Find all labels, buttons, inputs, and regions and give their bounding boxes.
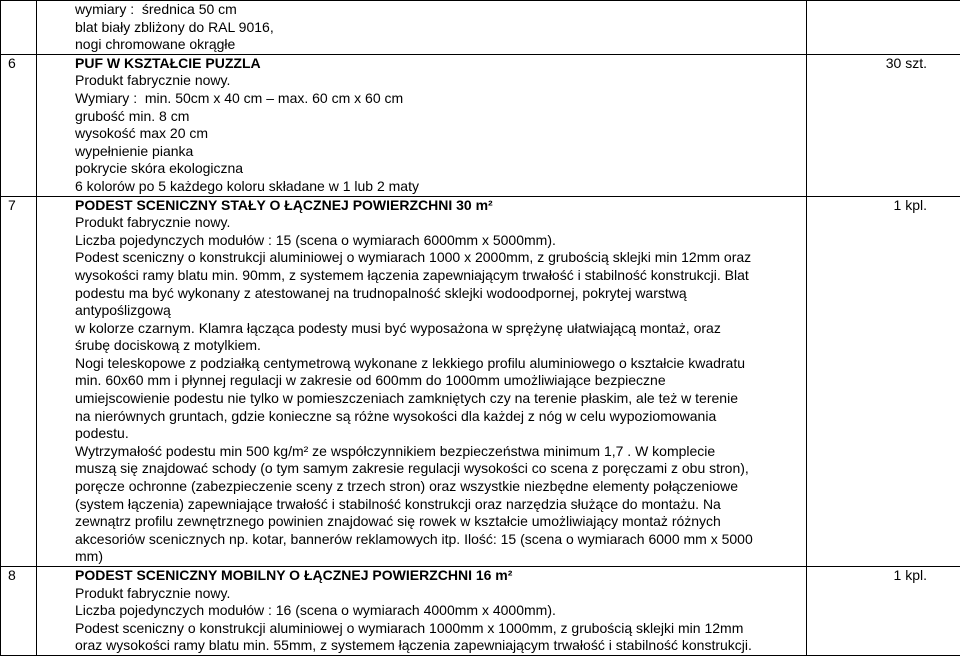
description-line: Podest sceniczny o konstrukcji aluminiowej o wymiarach 1000mm x 1000mm, z grubością sklejki min 12mm [75, 619, 744, 636]
quantity-cell [807, 1, 960, 55]
description-line: Produkt fabrycznie nowy. [75, 72, 231, 89]
description-line: wymiary : średnica 50 cm [75, 1, 237, 17]
quantity-cell [807, 567, 960, 656]
item-number: 8 [8, 567, 16, 583]
quantity-cell [807, 196, 960, 566]
description-line: 6 kolorów po 5 każdego koloru składane w 1 lub 2 maty [75, 177, 419, 194]
description-line: na nierównych gruntach, gdzie konieczne są różne wysokości dla każdej z nóg w celu wypoziomowania [75, 407, 717, 424]
description-line: podestu. [75, 425, 129, 442]
table-row-item-8 [1, 567, 960, 656]
description-cell [37, 1, 807, 55]
description-line: akcesoriów scenicznych np. kotar, bannerów reklamowych itp. Ilość: 15 (scena o wymiarach 6000 mm x 5000 [75, 530, 753, 547]
description-line: grubość min. 8 cm [75, 107, 190, 124]
item-title: PODEST SCENICZNY STAŁY O ŁĄCZNEJ POWIERZCHNI 30 m² [75, 196, 493, 213]
description-line: Wymiary : min. 50cm x 40 cm – max. 60 cm x 60 cm [75, 89, 404, 106]
description-line: zewnątrz profilu zewnętrznego powinien znajdować się rowek w kształcie umożliwiający montaż różnych [75, 513, 721, 530]
description-line: blat biały zbliżony do RAL 9016, [75, 18, 274, 35]
table-row-item-7 [1, 196, 960, 566]
description-line: min. 60x60 mm i płynnej regulacji w zakresie od 600mm do 1000mm umożliwiające bezpieczne [75, 372, 666, 389]
row-number-cell [1, 1, 37, 55]
item-title: PODEST SCENICZNY MOBILNY O ŁĄCZNEJ POWIERZCHNI 16 m² [75, 567, 513, 583]
item-quantity: 30 szt. [885, 54, 927, 71]
description-line: Produkt fabrycznie nowy. [75, 584, 231, 601]
description-line: nogi chromowane okrągłe [75, 36, 236, 53]
description-line: Wytrzymałość podestu min 500 kg/m² ze współczynnikiem bezpieczeństwa minimum 1,7 . W komplecie [75, 442, 716, 459]
description-line: wysokości ramy blatu min. 90mm, z systemem łączenia zapewniającym trwałość i stabilność konstrukcji. Blat [75, 266, 749, 283]
description-line: śrubę dociskową z motylkiem. [75, 337, 261, 354]
row-number-cell [1, 567, 37, 656]
description-line: Podest sceniczny o konstrukcji aluminiowej o wymiarach 1000 x 2000mm, z grubością sklejki min 12mm oraz [75, 249, 752, 266]
item-number: 6 [8, 54, 16, 71]
description-cell [37, 567, 807, 656]
row-number-cell [1, 196, 37, 566]
table-row-continued [1, 1, 960, 55]
description-line: Produkt fabrycznie nowy. [75, 214, 231, 231]
description-cell [37, 54, 807, 196]
description-cell [37, 196, 807, 566]
description-line: (system łączenia) zapewniające trwałość i stabilność konstrukcji oraz narzędzia służące do montażu. Na [75, 495, 721, 512]
item-number: 7 [8, 196, 16, 213]
description-line: Nogi teleskopowe z podziałką centymetrową wykonane z lekkiego profilu aluminiowego o kształcie kwadratu [75, 354, 746, 371]
description-line: wysokość max 20 cm [75, 125, 209, 142]
item-title: PUF W KSZTAŁCIE PUZZLA [75, 54, 261, 71]
description-line: umiejscowienie podestu nie tylko w pomieszczeniach zamkniętych czy na terenie płaskim, ale też w terenie [75, 390, 738, 407]
description-line: pokrycie skóra ekologiczna [75, 160, 244, 177]
description-line: podestu ma być wykonany z atestowanej na trudnopalność sklejki wodoodpornej, pokrytej warstwą [75, 284, 687, 301]
description-line: Liczba pojedynczych modułów : 16 (scena o wymiarach 4000mm x 4000mm). [75, 602, 556, 619]
table-row-item-6 [1, 54, 960, 196]
table-body [1, 1, 960, 656]
quantity-cell [807, 54, 960, 196]
item-quantity: 1 kpl. [893, 196, 927, 213]
description-line: wypełnienie pianka [75, 142, 194, 159]
description-line: Liczba pojedynczych modułów : 15 (scena o wymiarach 6000mm x 5000mm). [75, 231, 556, 248]
item-quantity: 1 kpl. [893, 567, 927, 583]
description-line: w kolorze czarnym. Klamra łącząca podesty musi być wyposażona w sprężynę ułatwiającą montaż, oraz [75, 319, 721, 336]
description-line: oraz wysokości ramy blatu min. 55mm, z systemem łączenia zapewniającym trwałość i stabilność konstrukcji. [75, 637, 752, 654]
description-line: mm) [75, 548, 103, 565]
description-line: antypoślizgową [75, 302, 171, 319]
row-number-cell [1, 54, 37, 196]
description-line: muszą się znajdować schody (o tym samym zakresie regulacji wysokości co scena z poręczami z obu stron), [75, 460, 749, 477]
description-line: poręcze ochronne (zabezpieczenie sceny z trzech stron) oraz wszystkie niezbędne elementy połączeniowe [75, 478, 739, 495]
